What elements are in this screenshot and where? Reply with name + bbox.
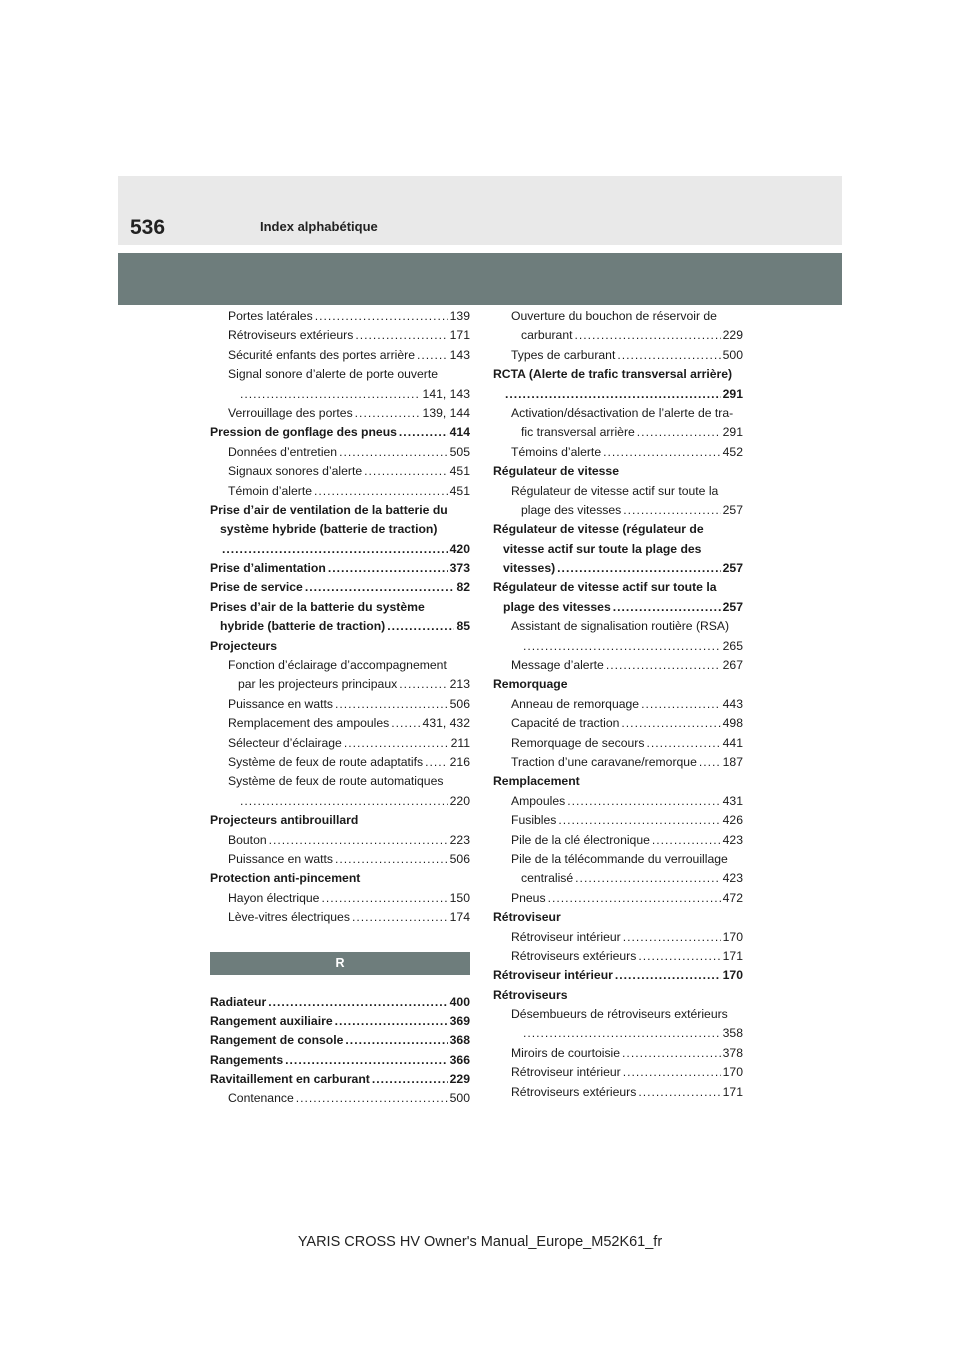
dot-leader <box>335 1012 448 1031</box>
index-entry <box>210 462 470 481</box>
spacer <box>210 928 470 952</box>
page-reference: 170 <box>722 1065 743 1080</box>
dot-leader <box>222 540 448 559</box>
index-entry-text: Capacité de traction <box>511 716 620 731</box>
dot-leader <box>615 966 721 985</box>
index-entry-text: Projecteurs antibrouillard <box>210 813 359 828</box>
index-entry-text: Rétroviseur intérieur <box>511 1065 621 1080</box>
index-entry-text: Prises d’air de la batterie du système <box>210 599 425 614</box>
page-reference: 141, 143 <box>422 386 470 401</box>
index-entry <box>210 307 470 326</box>
page-reference: 369 <box>449 1013 470 1028</box>
index-entry <box>210 404 470 423</box>
index-entry-text: plage des vitesses <box>521 502 622 517</box>
page-reference: 267 <box>722 658 743 673</box>
index-entry-text: Pile de la télécommande du verrouillage <box>511 851 728 866</box>
index-entry <box>210 889 470 908</box>
index-entry-text: Rangement de console <box>210 1033 344 1048</box>
index-entry-text: hybride (batterie de traction) <box>220 619 386 634</box>
index-entry <box>210 811 470 830</box>
page-reference: 472 <box>722 890 743 905</box>
index-entry <box>210 850 470 869</box>
dot-leader <box>567 792 720 811</box>
page-reference: 498 <box>722 716 743 731</box>
dot-leader <box>558 811 720 830</box>
index-entry <box>210 772 470 791</box>
dot-leader <box>344 734 449 753</box>
index-entry <box>210 598 470 617</box>
dot-leader <box>623 928 721 947</box>
page-reference: 229 <box>722 328 743 343</box>
index-entry-text: Signal sonore d’alerte de porte ouverte <box>228 367 439 382</box>
index-entry-text: vitesses) <box>503 561 556 576</box>
index-entry-text: Témoin d’alerte <box>228 483 312 498</box>
dot-leader <box>240 792 448 811</box>
dot-leader <box>335 850 448 869</box>
index-entry <box>493 559 743 578</box>
index-entry-text: Remorquage de secours <box>511 735 645 750</box>
index-entry <box>493 346 743 365</box>
dot-leader <box>387 617 454 636</box>
index-entry <box>493 714 743 733</box>
index-entry-text: Pression de gonflage des pneus <box>210 425 397 440</box>
index-entry-text: Puissance en watts <box>228 851 334 866</box>
dot-leader <box>399 675 447 694</box>
index-entry <box>210 695 470 714</box>
index-entry <box>493 811 743 830</box>
dot-leader <box>315 307 448 326</box>
page-reference: 378 <box>722 1045 743 1060</box>
index-entry-text: Remorquage <box>493 677 568 692</box>
index-entry <box>493 889 743 908</box>
index-entry-text: Ouverture du bouchon de réservoir de <box>511 309 717 323</box>
index-entry-text: Sélecteur d’éclairage <box>228 735 342 750</box>
index-entry <box>493 734 743 753</box>
dot-leader <box>523 1024 721 1043</box>
index-entry-text: Miroirs de courtoisie <box>511 1045 621 1060</box>
page-reference: 358 <box>722 1026 743 1041</box>
index-entry-text: Portes latérales <box>228 309 313 323</box>
dot-leader <box>557 559 720 578</box>
index-entry-text: Signaux sonores d’alerte <box>228 464 363 479</box>
index-entry <box>493 1005 743 1024</box>
page-reference: 441 <box>722 735 743 750</box>
page-reference: 500 <box>722 347 743 362</box>
index-entry <box>493 578 743 597</box>
dot-leader <box>321 889 447 908</box>
index-entry-text: Lève-vitres électriques <box>228 910 350 925</box>
dot-leader <box>372 1070 448 1089</box>
index-entry-text: RCTA (Alerte de trafic transversal arrière) <box>493 367 733 382</box>
index-entry <box>210 637 470 656</box>
page-reference: 431, 432 <box>422 716 470 731</box>
index-entry <box>493 966 743 985</box>
dot-leader <box>305 578 455 597</box>
index-entry-text: Système de feux de route automatiques <box>228 774 444 789</box>
index-entry <box>493 540 743 559</box>
dot-leader <box>505 385 721 404</box>
index-entry <box>493 947 743 966</box>
index-entry <box>493 520 743 539</box>
index-entry <box>210 520 470 539</box>
index-entry-text: Projecteurs <box>210 638 278 653</box>
dot-leader <box>285 1051 448 1070</box>
index-entry <box>493 1063 743 1082</box>
index-entry-text: Rangement auxiliaire <box>210 1013 333 1028</box>
index-entry <box>210 326 470 345</box>
page-reference: 373 <box>449 561 470 576</box>
dot-leader <box>240 385 421 404</box>
index-entry <box>493 908 743 927</box>
index-entry-text: Types de carburant <box>511 347 616 362</box>
index-column-right <box>493 307 743 1102</box>
index-entry <box>210 753 470 772</box>
dot-leader <box>523 637 721 656</box>
page-reference: 213 <box>449 677 470 692</box>
dot-leader <box>623 1063 721 1082</box>
index-entry <box>210 1070 470 1089</box>
page-reference: 420 <box>449 541 470 556</box>
header-band <box>118 253 842 305</box>
index-entry-text: par les projecteurs principaux <box>238 677 398 692</box>
index-entry <box>210 443 470 462</box>
dot-leader <box>622 1044 721 1063</box>
index-entry <box>210 423 470 442</box>
page-reference: 170 <box>722 968 743 983</box>
index-entry <box>493 656 743 675</box>
dot-leader <box>352 908 448 927</box>
page-reference: 174 <box>449 910 470 925</box>
index-entry <box>493 753 743 772</box>
index-entry <box>493 772 743 791</box>
index-entry <box>210 1051 470 1070</box>
page-reference: 500 <box>449 1091 470 1106</box>
page-reference: 171 <box>449 328 470 343</box>
dot-leader <box>548 889 721 908</box>
index-entry-text: Radiateur <box>210 994 267 1009</box>
page-reference: 170 <box>722 929 743 944</box>
index-entry <box>210 656 470 675</box>
page-reference: 85 <box>456 619 470 634</box>
index-entry-text: Rétroviseur intérieur <box>511 929 621 944</box>
index-entry <box>493 1024 743 1043</box>
index-entry-text: Régulateur de vitesse actif sur toute la <box>493 580 717 595</box>
page-reference: 82 <box>456 580 470 595</box>
index-entry-text: fic transversal arrière <box>521 425 635 440</box>
index-entry <box>210 869 470 888</box>
dot-leader <box>391 714 420 733</box>
page-reference: 423 <box>722 871 743 886</box>
index-entry-text: Activation/désactivation de l’alerte de tra- <box>511 405 734 420</box>
dot-leader <box>641 695 721 714</box>
footer-text: YARIS CROSS HV Owner's Manual_Europe_M52K61_fr <box>297 1234 663 1250</box>
index-entry <box>210 1089 470 1108</box>
index-entry <box>210 501 470 520</box>
dot-leader <box>646 734 720 753</box>
index-entry-text: Ampoules <box>511 793 566 808</box>
index-entry <box>493 443 743 462</box>
dot-leader <box>699 753 721 772</box>
page-reference: 506 <box>449 696 470 711</box>
page-reference: 414 <box>449 425 470 440</box>
page-reference: 171 <box>722 1084 743 1099</box>
page-reference: 368 <box>449 1033 470 1048</box>
dot-leader <box>425 753 448 772</box>
index-entry-text: centralisé <box>521 871 574 886</box>
index-entry-text: Sécurité enfants des portes arrière <box>228 347 415 362</box>
page-reference: 291 <box>722 386 743 401</box>
index-entry <box>210 792 470 811</box>
index-entry <box>210 714 470 733</box>
index-entry <box>493 326 743 345</box>
index-entry <box>493 617 743 636</box>
dot-leader <box>637 423 721 442</box>
page-reference: 443 <box>722 696 743 711</box>
dot-leader <box>652 831 721 850</box>
index-entry <box>210 559 470 578</box>
index-entry <box>493 986 743 1005</box>
index-entry-text: Régulateur de vitesse (régulateur de <box>493 522 704 537</box>
page-reference: 257 <box>722 502 743 517</box>
dot-leader <box>613 598 721 617</box>
index-entry-text: Pneus <box>511 890 546 905</box>
index-entry-text: Fusibles <box>511 813 557 828</box>
index-entry-text: Régulateur de vitesse actif sur toute la <box>511 483 719 498</box>
dot-leader <box>417 346 448 365</box>
right-entries <box>493 307 743 1102</box>
page-reference: 257 <box>722 561 743 576</box>
dot-leader <box>355 326 447 345</box>
index-entry-text: Données d’entretien <box>228 444 338 459</box>
index-entry-text: Traction d’une caravane/remorque <box>511 754 697 769</box>
page-reference: 139, 144 <box>422 405 470 420</box>
dot-leader <box>603 443 721 462</box>
index-entry-text: Bouton <box>228 832 267 847</box>
page-reference: 452 <box>722 444 743 459</box>
dot-leader <box>399 423 448 442</box>
index-entry-text: Prise d’alimentation <box>210 561 326 576</box>
index-column-left <box>210 307 470 1109</box>
index-entry <box>210 831 470 850</box>
page-reference: 187 <box>722 754 743 769</box>
index-entry <box>493 675 743 694</box>
dot-leader <box>328 559 448 578</box>
index-entry-text: Témoins d’alerte <box>511 444 602 459</box>
dot-leader <box>314 482 448 501</box>
index-entry <box>210 346 470 365</box>
dot-leader <box>364 462 448 481</box>
page-reference: 216 <box>449 754 470 769</box>
dot-leader <box>575 869 720 888</box>
index-entry <box>493 598 743 617</box>
index-entry <box>493 423 743 442</box>
page-reference: 265 <box>722 638 743 653</box>
index-entry <box>210 908 470 927</box>
index-entry-text: plage des vitesses <box>503 599 611 614</box>
index-entry <box>210 1012 470 1031</box>
index-entry <box>210 482 470 501</box>
page-reference: 139 <box>449 309 470 323</box>
index-entry <box>210 578 470 597</box>
dot-leader <box>617 346 720 365</box>
dot-leader <box>296 1089 448 1108</box>
index-entry-text: Anneau de remorquage <box>511 696 640 711</box>
page-reference: 291 <box>722 425 743 440</box>
index-entry-text: Verrouillage des portes <box>228 405 353 420</box>
index-entry-text: Rangements <box>210 1052 284 1067</box>
index-entry <box>493 482 743 501</box>
index-entry <box>493 385 743 404</box>
index-entry-text: Rétroviseurs extérieurs <box>228 328 354 343</box>
index-entry <box>493 695 743 714</box>
index-entry <box>493 850 743 869</box>
index-entry-text: Rétroviseurs extérieurs <box>511 948 637 963</box>
dot-leader <box>621 714 720 733</box>
index-entry <box>493 404 743 423</box>
index-entry <box>493 831 743 850</box>
dot-leader <box>606 656 721 675</box>
index-entry <box>210 540 470 559</box>
index-entry-text: Message d’alerte <box>511 658 604 673</box>
dot-leader <box>269 831 448 850</box>
index-entry-text: Système de feux de route adaptatifs <box>228 754 424 769</box>
page-reference: 505 <box>449 444 470 459</box>
page-reference: 257 <box>722 599 743 614</box>
index-entry <box>493 869 743 888</box>
index-entry-text: Prise de service <box>210 580 303 595</box>
page-reference: 400 <box>449 994 470 1009</box>
dot-leader <box>575 326 721 345</box>
dot-leader <box>623 501 720 520</box>
page-reference: 223 <box>449 832 470 847</box>
page-reference: 506 <box>449 851 470 866</box>
dot-leader <box>339 443 448 462</box>
index-entry-text: Contenance <box>228 1091 294 1106</box>
page-reference: 229 <box>449 1072 470 1087</box>
page-title: Index alphabétique <box>260 219 378 234</box>
index-entry-text: Hayon électrique <box>228 890 320 905</box>
page-reference: 366 <box>449 1052 470 1067</box>
page-reference: 143 <box>449 347 470 362</box>
page-reference: 451 <box>449 483 470 498</box>
index-entry <box>493 792 743 811</box>
index-entry-text: Rétroviseurs <box>493 987 568 1002</box>
index-entry-text: carburant <box>521 328 573 343</box>
index-entry <box>210 617 470 636</box>
index-entry <box>210 734 470 753</box>
index-entry <box>493 1083 743 1102</box>
index-entry <box>493 501 743 520</box>
index-entry-text: Protection anti-pincement <box>210 871 361 886</box>
index-entry <box>493 1044 743 1063</box>
page-reference: 426 <box>722 813 743 828</box>
index-entry-text: Désembueurs de rétroviseurs extérieurs <box>511 1007 728 1022</box>
index-entry-text: Remplacement des ampoules <box>228 716 390 731</box>
index-entry-text: Pile de la clé électronique <box>511 832 650 847</box>
index-entry <box>210 675 470 694</box>
index-entry-text: système hybride (batterie de traction) <box>220 522 438 537</box>
index-entry-text: Régulateur de vitesse <box>493 464 619 479</box>
index-entry-text: vitesse actif sur toute la plage des <box>503 541 702 556</box>
index-entry <box>210 365 470 384</box>
page-reference: 220 <box>449 793 470 808</box>
index-entry-text: Rétroviseur <box>493 910 561 925</box>
index-entry-text: Assistant de signalisation routière (RSA) <box>511 619 730 634</box>
dot-leader <box>355 404 421 423</box>
index-entry <box>210 385 470 404</box>
section-letter-bar: R <box>210 952 470 975</box>
page-reference: 171 <box>722 948 743 963</box>
dot-leader <box>335 695 448 714</box>
index-entry-text: Rétroviseur intérieur <box>493 968 613 983</box>
page-reference: 150 <box>449 890 470 905</box>
page-number: 536 <box>130 216 166 239</box>
index-entry-text: Rétroviseurs extérieurs <box>511 1084 637 1099</box>
index-entry-text: Ravitaillement en carburant <box>210 1072 370 1087</box>
left-entries-r <box>210 993 470 1109</box>
dot-leader <box>268 993 447 1012</box>
index-entry-text: Remplacement <box>493 774 580 789</box>
index-entry <box>493 307 743 326</box>
index-entry <box>493 462 743 481</box>
dot-leader <box>638 947 720 966</box>
index-entry-text: Puissance en watts <box>228 696 334 711</box>
index-entry <box>493 365 743 384</box>
index-entry-text: Fonction d’éclairage d’accompagnement <box>228 658 447 673</box>
index-entry <box>493 637 743 656</box>
index-entry <box>493 928 743 947</box>
page-reference: 451 <box>449 464 470 479</box>
header-bar <box>118 176 842 245</box>
page-reference: 431 <box>722 793 743 808</box>
index-entry <box>210 993 470 1012</box>
index-entry <box>210 1031 470 1050</box>
left-entries <box>210 307 470 928</box>
dot-leader <box>345 1031 447 1050</box>
index-entry-text: Prise d’air de ventilation de la batterie du <box>210 502 448 517</box>
page-reference: 423 <box>722 832 743 847</box>
dot-leader <box>638 1083 720 1102</box>
page-reference: 211 <box>450 735 470 750</box>
